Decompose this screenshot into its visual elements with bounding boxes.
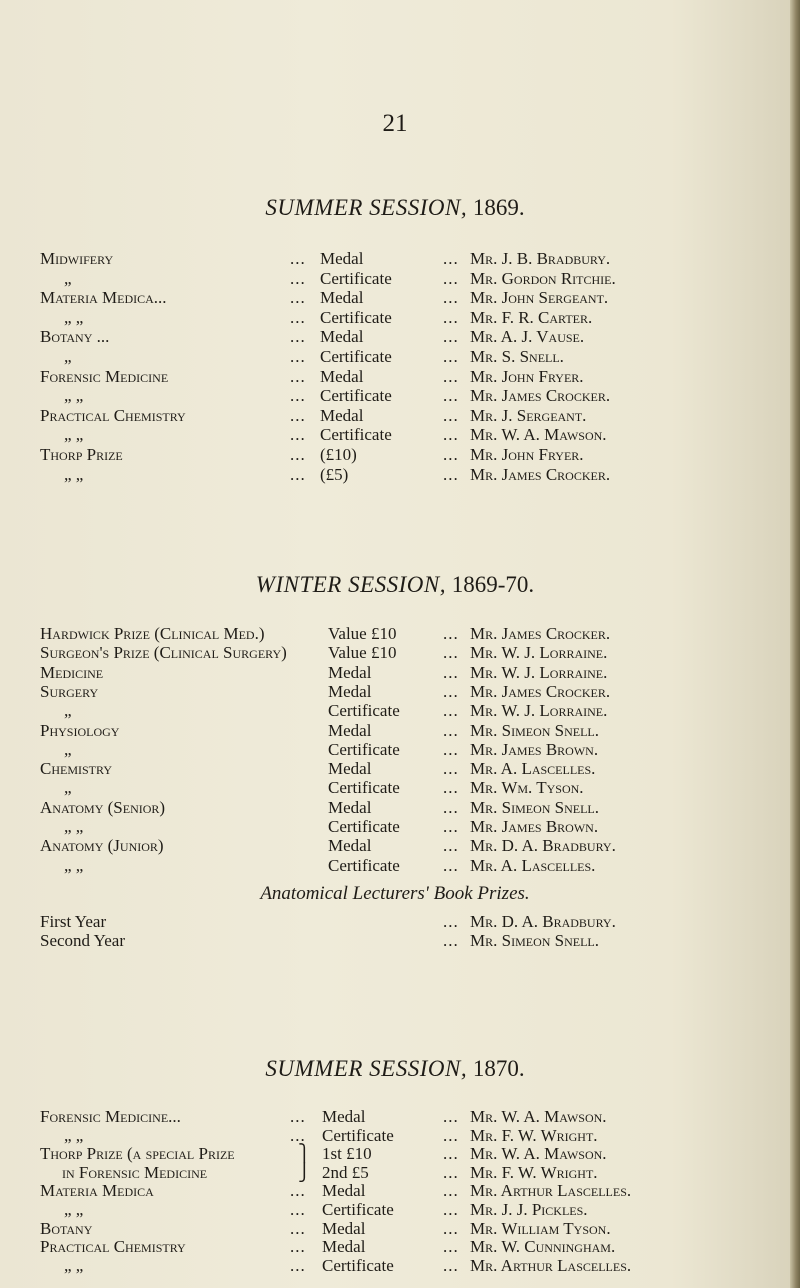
award-cell: Certificate — [320, 347, 392, 366]
award-cell: Medal — [322, 1237, 366, 1257]
subject-cell: Forensic Medicine — [40, 366, 169, 386]
subject-cell: Thorp Prize — [40, 445, 123, 464]
table-row — [0, 1144, 790, 1163]
table-row — [0, 740, 790, 759]
recipient-cell: Mr. John Fryer. — [470, 366, 584, 386]
recipient-cell: Mr. Arthur Lascelles. — [470, 1255, 632, 1275]
leader-dots: ... — [290, 1200, 306, 1219]
leader-dots: ... — [443, 1200, 459, 1219]
section-heading-summer-1870 — [0, 1056, 790, 1082]
subject-cell: Midwifery — [40, 249, 114, 268]
award-cell: Certificate — [328, 701, 400, 721]
section-heading-summer-1869 — [0, 195, 790, 221]
leader-dots: ... — [290, 405, 306, 425]
subject-cell: „ „ — [64, 307, 84, 327]
award-cell: Medal — [322, 1107, 366, 1126]
award-cell: Medal — [322, 1218, 366, 1238]
leader-dots: ... — [443, 445, 459, 464]
table-row — [0, 856, 790, 875]
award-cell: (£5) — [320, 464, 349, 484]
award-cell: Certificate — [322, 1200, 394, 1219]
award-cell: Certificate — [320, 268, 392, 288]
leader-dots: ... — [290, 288, 306, 308]
table-row — [0, 682, 790, 701]
subject-cell: „ „ — [64, 1255, 84, 1275]
table-row — [0, 347, 790, 366]
table-row — [0, 249, 790, 268]
recipient-cell: Mr. Wm. Tyson. — [470, 778, 584, 798]
table-row — [0, 721, 790, 740]
table-row — [0, 1256, 790, 1275]
book-prizes-heading: Anatomical Lecturers' Book Prizes. — [260, 883, 530, 904]
subject-cell: Second Year — [40, 931, 125, 950]
award-cell: Certificate — [328, 855, 400, 875]
leader-dots: ... — [443, 1162, 459, 1182]
section-year: 1870. — [472, 1056, 525, 1081]
leader-dots: ... — [443, 327, 459, 347]
table-row — [0, 1181, 790, 1200]
subject-cell: „ „ — [64, 1125, 84, 1145]
table-row — [0, 308, 790, 327]
recipient-cell: Mr. F. W. Wright. — [470, 1162, 598, 1182]
leader-dots: ... — [443, 759, 459, 779]
leader-dots: ... — [443, 797, 459, 817]
recipient-cell: Mr. A. J. Vause. — [470, 327, 585, 347]
page-edge — [790, 0, 800, 1288]
subject-cell: Medicine — [40, 662, 104, 682]
leader-dots: ... — [443, 681, 459, 701]
recipient-cell: Mr. W. J. Lorraine. — [470, 662, 608, 682]
leader-dots: ⎫ — [298, 1144, 312, 1164]
leader-dots: ... — [443, 855, 459, 875]
leader-dots: ... — [443, 1107, 459, 1126]
leader-dots: ... — [443, 366, 459, 386]
recipient-cell: Mr. J. J. Pickles. — [470, 1200, 588, 1219]
award-cell: Value £10 — [328, 624, 397, 643]
leader-dots: ... — [290, 1218, 306, 1238]
leader-dots: ... — [443, 662, 459, 682]
recipient-cell: Mr. James Crocker. — [470, 681, 611, 701]
table-row — [0, 798, 790, 817]
leader-dots: ... — [290, 1255, 306, 1275]
recipient-cell: Mr. James Crocker. — [470, 624, 611, 643]
recipient-cell: Mr. Simeon Snell. — [470, 931, 600, 950]
recipient-cell: Mr. Simeon Snell. — [470, 720, 600, 740]
leader-dots: ... — [443, 1255, 459, 1275]
award-cell: Certificate — [320, 307, 392, 327]
subject-cell: „ „ — [64, 425, 84, 445]
leader-dots: ... — [443, 643, 459, 663]
subject-cell: „ „ — [64, 464, 84, 484]
leader-dots: ... — [443, 307, 459, 327]
leader-dots: ... — [443, 1181, 459, 1201]
recipient-cell: Mr. W. J. Lorraine. — [470, 643, 608, 663]
subject-cell: „ — [64, 347, 72, 366]
recipient-cell: Mr. W. A. Mawson. — [470, 1144, 607, 1164]
leader-dots: ... — [443, 836, 459, 856]
table-row — [0, 817, 790, 836]
table-row — [0, 931, 790, 950]
recipient-cell: Mr. Arthur Lascelles. — [470, 1181, 632, 1201]
recipient-cell: Mr. W. J. Lorraine. — [470, 701, 608, 721]
leader-dots: ... — [443, 405, 459, 425]
leader-dots: ... — [290, 464, 306, 484]
award-cell: Medal — [328, 759, 372, 779]
section-title: SUMMER SESSION, — [265, 195, 468, 220]
leader-dots: ... — [290, 307, 306, 327]
table-row — [0, 1107, 790, 1126]
subject-cell: Surgeon's Prize (Clinical Surgery) — [40, 643, 287, 663]
table-row — [0, 778, 790, 797]
leader-dots: ... — [290, 445, 306, 464]
leader-dots: ... — [443, 817, 459, 836]
leader-dots: ... — [443, 931, 459, 950]
subject-cell: „ „ — [64, 817, 84, 836]
section-year: 1869-70. — [451, 572, 535, 597]
recipient-cell: Mr. W. Cunningham. — [470, 1237, 616, 1257]
subject-cell: Practical Chemistry — [40, 405, 186, 425]
leader-dots: ... — [290, 386, 306, 406]
award-cell: Value £10 — [328, 643, 397, 663]
leader-dots: ... — [443, 268, 459, 288]
table-row — [0, 288, 790, 307]
leader-dots: ... — [443, 912, 459, 931]
recipient-cell: Mr. W. A. Mawson. — [470, 1107, 607, 1126]
subject-cell: „ — [64, 701, 72, 721]
award-cell: Certificate — [328, 739, 400, 759]
subject-cell: Anatomy (Senior) — [40, 797, 166, 817]
recipient-cell: Mr. James Brown. — [470, 739, 599, 759]
subject-cell: Forensic Medicine... — [40, 1107, 181, 1126]
subject-cell: Materia Medica — [40, 1181, 154, 1201]
table-row — [0, 912, 790, 931]
table-row — [0, 465, 790, 484]
award-cell: Certificate — [322, 1125, 394, 1145]
award-cell: Certificate — [320, 386, 392, 406]
award-cell: Medal — [322, 1181, 366, 1201]
leader-dots: ... — [443, 288, 459, 308]
award-cell: 2nd £5 — [322, 1162, 369, 1182]
recipient-cell: Mr. Gordon Ritchie. — [470, 268, 616, 288]
award-cell: (£10) — [320, 445, 357, 464]
award-cell: Certificate — [328, 778, 400, 798]
recipient-cell: Mr. A. Lascelles. — [470, 855, 596, 875]
award-cell: Medal — [328, 720, 372, 740]
award-cell: Medal — [328, 797, 372, 817]
leader-dots: ... — [443, 1125, 459, 1145]
award-cell: Medal — [320, 327, 364, 347]
subject-cell: „ „ — [64, 1200, 84, 1219]
leader-dots: ... — [443, 347, 459, 366]
leader-dots: ... — [290, 366, 306, 386]
subject-cell: „ „ — [64, 386, 84, 406]
table-row — [0, 327, 790, 346]
subject-cell: „ „ — [64, 855, 84, 875]
award-cell: Certificate — [322, 1255, 394, 1275]
recipient-cell: Mr. John Fryer. — [470, 445, 584, 464]
recipient-cell: Mr. James Crocker. — [470, 386, 611, 406]
table-row — [0, 1163, 790, 1182]
table-row — [0, 701, 790, 720]
leader-dots: ... — [443, 464, 459, 484]
recipient-cell: Mr. Simeon Snell. — [470, 797, 600, 817]
table-row — [0, 643, 790, 662]
recipient-cell: Mr. S. Snell. — [470, 347, 564, 366]
award-cell: Certificate — [328, 817, 400, 836]
subject-cell: First Year — [40, 912, 107, 931]
recipient-cell: Mr. A. Lascelles. — [470, 759, 596, 779]
award-cell: Medal — [320, 366, 364, 386]
award-cell: Medal — [320, 405, 364, 425]
table-row — [0, 1200, 790, 1219]
leader-dots: ... — [443, 1237, 459, 1257]
recipient-cell: Mr. William Tyson. — [470, 1218, 611, 1238]
table-row — [0, 367, 790, 386]
subject-cell: Botany — [40, 1218, 93, 1238]
page-number: 21 — [382, 110, 408, 137]
leader-dots: ... — [443, 778, 459, 798]
subject-cell: „ — [64, 739, 72, 759]
leader-dots: ... — [290, 347, 306, 366]
subject-cell: „ — [64, 268, 72, 288]
award-cell: Medal — [328, 662, 372, 682]
section-title: SUMMER SESSION, — [265, 1056, 468, 1081]
subject-cell: Chemistry — [40, 759, 113, 779]
leader-dots: ⎭ — [298, 1162, 312, 1182]
subject-cell: in Forensic Medicine — [62, 1162, 208, 1182]
leader-dots: ... — [443, 739, 459, 759]
table-row — [0, 624, 790, 643]
recipient-cell: Mr. J. Sergeant. — [470, 405, 587, 425]
table-row — [0, 406, 790, 425]
award-cell: Certificate — [320, 425, 392, 445]
leader-dots: ... — [290, 425, 306, 445]
table-row — [0, 663, 790, 682]
subject-cell: Thorp Prize (a special Prize — [40, 1144, 235, 1164]
leader-dots: ... — [443, 386, 459, 406]
table-row — [0, 836, 790, 855]
subject-cell: Botany ... — [40, 327, 110, 347]
recipient-cell: Mr. John Sergeant. — [470, 288, 609, 308]
subject-cell: Materia Medica... — [40, 288, 167, 308]
leader-dots: ... — [443, 249, 459, 268]
section-title: WINTER SESSION, — [255, 572, 447, 597]
recipient-cell: Mr. F. W. Wright. — [470, 1125, 598, 1145]
leader-dots: ... — [443, 1144, 459, 1164]
subject-cell: Practical Chemistry — [40, 1237, 186, 1257]
subject-cell: „ — [64, 778, 72, 798]
subject-cell: Anatomy (Junior) — [40, 836, 164, 856]
award-cell: Medal — [328, 681, 372, 701]
subject-cell: Surgery — [40, 681, 99, 701]
award-cell: 1st £10 — [322, 1144, 372, 1164]
table-row — [0, 386, 790, 405]
section-year: 1869. — [472, 195, 525, 220]
recipient-cell: Mr. D. A. Bradbury. — [470, 912, 616, 931]
subject-cell: Physiology — [40, 720, 120, 740]
subject-cell: Hardwick Prize (Clinical Med.) — [40, 624, 265, 643]
recipient-cell: Mr. James Crocker. — [470, 464, 611, 484]
table-row — [0, 1237, 790, 1256]
table-row — [0, 269, 790, 288]
leader-dots: ... — [443, 701, 459, 721]
table-row — [0, 425, 790, 444]
section-heading-winter-1869-70 — [0, 572, 790, 598]
leader-dots: ... — [290, 327, 306, 347]
leader-dots: ... — [290, 1107, 306, 1126]
leader-dots: ... — [443, 624, 459, 643]
recipient-cell: Mr. D. A. Bradbury. — [470, 836, 616, 856]
recipient-cell: Mr. F. R. Carter. — [470, 307, 593, 327]
award-cell: Medal — [328, 836, 372, 856]
leader-dots: ... — [290, 1181, 306, 1201]
table-row — [0, 1219, 790, 1238]
table-row — [0, 1126, 790, 1145]
award-cell: Medal — [320, 249, 364, 268]
leader-dots: ... — [290, 1237, 306, 1257]
recipient-cell: Mr. W. A. Mawson. — [470, 425, 607, 445]
leader-dots: ... — [443, 720, 459, 740]
leader-dots: ... — [443, 425, 459, 445]
award-cell: Medal — [320, 288, 364, 308]
leader-dots: ... — [443, 1218, 459, 1238]
leader-dots: ... — [290, 249, 306, 268]
leader-dots: ... — [290, 268, 306, 288]
table-row — [0, 759, 790, 778]
recipient-cell: Mr. James Brown. — [470, 817, 599, 836]
leader-dots: ... — [290, 1125, 306, 1145]
recipient-cell: Mr. J. B. Bradbury. — [470, 249, 611, 268]
table-row — [0, 445, 790, 464]
